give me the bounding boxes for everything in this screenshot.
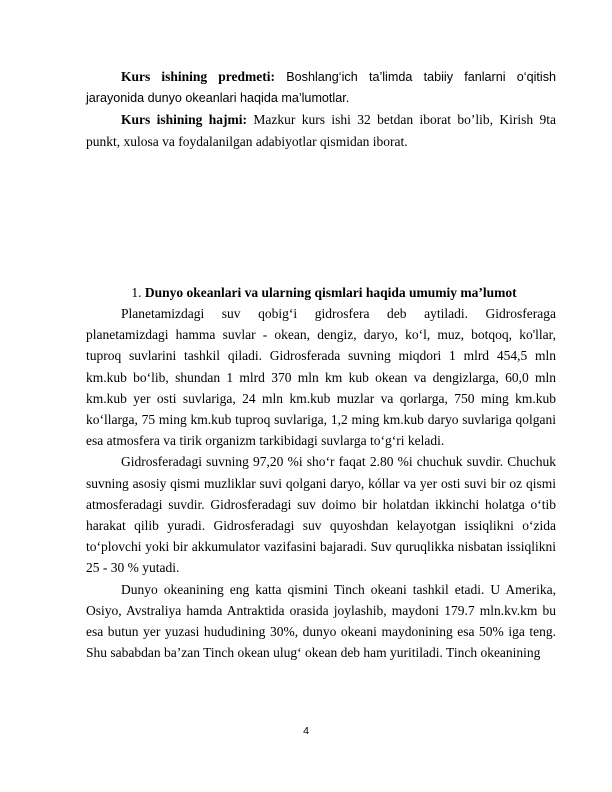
section-number: 1. (131, 284, 145, 300)
course-subject-label: Kurs ishining predmeti: (121, 69, 276, 84)
page-number: 4 (303, 725, 309, 737)
section-heading (86, 282, 556, 303)
document-page (86, 66, 556, 663)
body-paragraph: Gidrosferadagi suvning 97,20 %i sho‘r faqat 2.80 %i chuchuk suvdir. Chuchuk suvning asosiy qismi muzliklar suvi qolgani daryo, kóllar va yer osti suvi bir oz qismi atmosferadagi suvdir. Gidrosferadagi suv doimo bir holatdan ikkinchi holatga o‘tib harakat qilib yuradi. Gidrosferadagi suv quyoshdan kelayotgan issiqlikni o‘zida to‘plovchi yoki bir akkumulator vazifasini bajaradi. Suv quruqlikka nisbatan issiqlikni 25 - 30 % yutadi. (86, 454, 556, 576)
course-subject-text: Boshlang‘ich ta’limda tabiiy fanlarni o‘qitish jarayonida dunyo okeanlari haqida ma’lumotlar. (86, 70, 556, 106)
section-title: Dunyo okeanlari va ularning qismlari haqida umumiy ma’lumot (144, 284, 517, 300)
spacer (86, 152, 556, 282)
body-paragraph: Dunyo okeanining eng katta qismini Tinch okeani tashkil etadi. U Amerika, Osiyo, Avstraliya hamda Antraktida orasida joylashib, maydoni 179.7 mln.kv.km bu esa butun yer yuzasi hududining 30%, dunyo okeani maydonining esa 50% iga teng. Shu sababdan ba’zan Tinch okean ulug‘ okean deb ham yuritiladi. Tinch okeanining (86, 581, 556, 661)
course-volume-paragraph (86, 109, 556, 151)
course-subject-paragraph (86, 66, 556, 109)
body-paragraph: Planetamizdagi suv qobig‘i gidrosfera deb aytiladi. Gidrosferaga planetamizdagi hamma suvlar - okean, dengiz, daryo, ko‘l, muz, botqoq, ko'llar, tuproq suvlarini tashkil qiladi. Gidrosferada suvning miqdori 1 mlrd 454,5 mln km.kub bo‘lib, shundan 1 mlrd 370 mln km kub okean va dengizlarga, 60,0 mln km.kub yer osti suvlariga, 24 mln km.kub muzlar va qorlarga, 750 ming km.kub ko‘llarga, 75 ming km.kub tuproq suvlariga, 1,2 ming km.kub daryo suvlariga qolgani esa atmosfera va tirik organizm tarkibidagi suvlarga to‘g‘ri keladi. (86, 306, 556, 449)
course-volume-label: Kurs ishining hajmi: (121, 112, 248, 128)
course-volume-text: Mazkur kurs ishi 32 betdan iborat bo’lib, Kirish 9ta punkt, xulosa va foydalanilgan adabiyotlar qismidan iborat. (86, 112, 557, 149)
